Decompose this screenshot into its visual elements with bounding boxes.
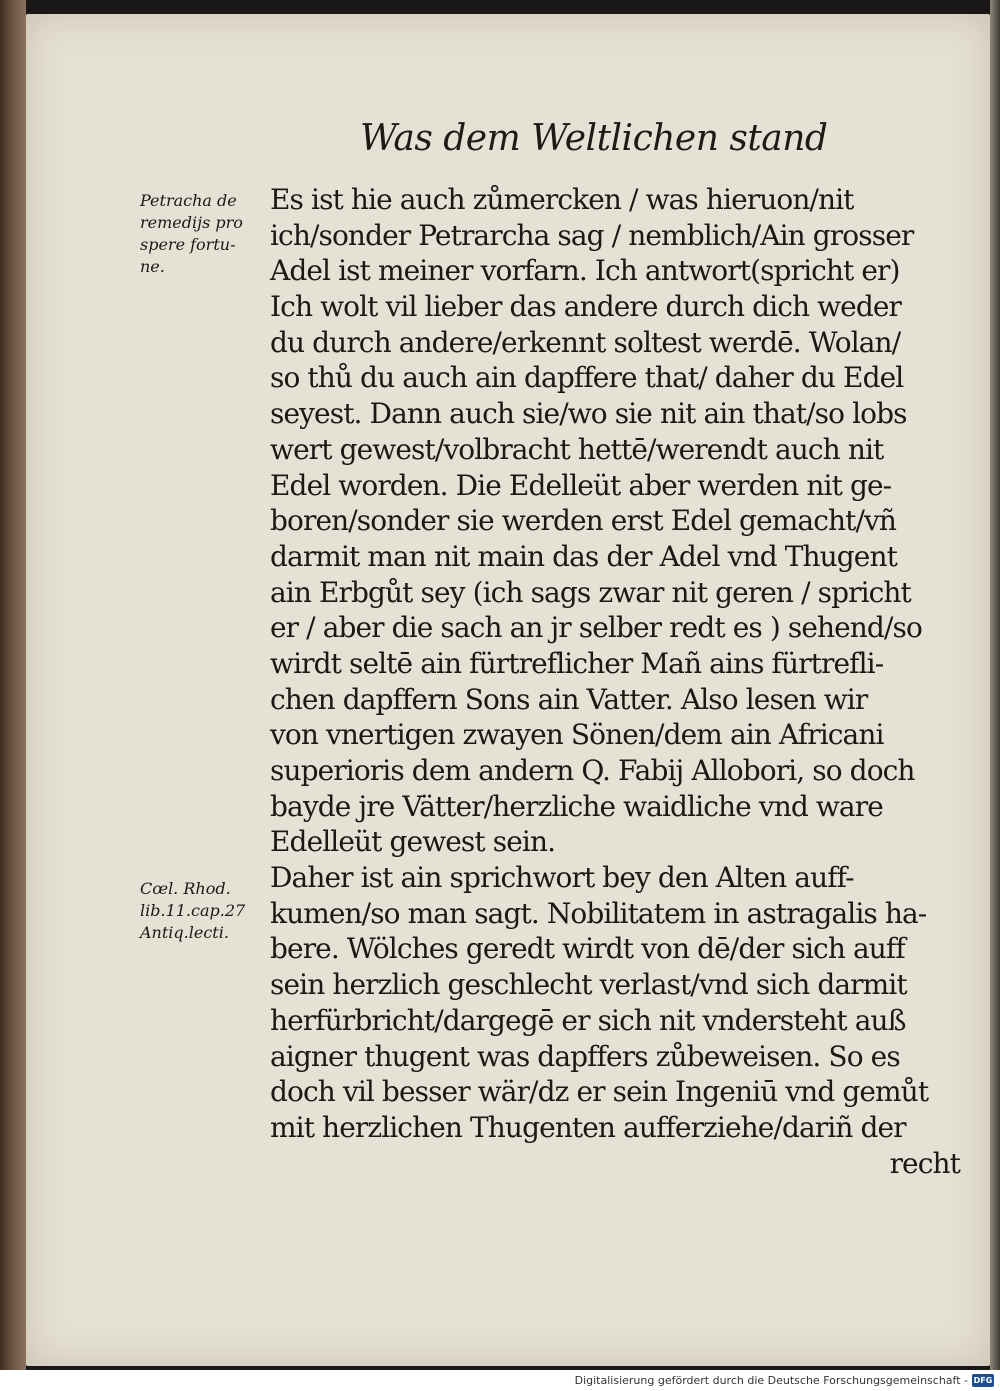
margin-note-line: Petracha de <box>140 191 237 210</box>
text-line: sein herzlich geschlecht verlast/vnd sich darmit <box>270 968 907 1002</box>
text-line: bere. Wölches geredt wirdt von dē/der sich auff <box>270 932 905 966</box>
text-line: herfürbricht/dargegē er sich nit vndersteht auß <box>270 1003 906 1037</box>
text-line: bayde jre Vätter/herzliche waidliche vnd ware <box>270 789 883 823</box>
text-line: du durch andere/erkennt soltest werdē. Wolan/ <box>270 325 901 359</box>
catchword: recht <box>889 1146 960 1180</box>
dfg-logo-icon: DFG <box>973 1376 993 1385</box>
text-line: Daher ist ain sprichwort bey den Alten auff- <box>270 861 854 895</box>
text-line: Edel worden. Die Edelleüt aber werden nit ge- <box>270 468 892 502</box>
text-line: superioris dem andern Q. Fabij Allobori, so doch <box>270 754 915 787</box>
text-line: ain Erbgůt sey (ich sags zwar nit geren / spricht <box>270 575 911 609</box>
body-text <box>270 182 960 1181</box>
margin-note-line: ne. <box>140 257 165 276</box>
text-line: doch vil besser wär/dz er sein Ingeniū vnd gemůt <box>270 1075 929 1109</box>
text-line: er / aber die sach an jr selber redt es ) sehend/so <box>270 611 922 645</box>
text-line: chen dapffern Sons ain Vatter. Also lesen wir <box>270 682 868 716</box>
margin-note-line: remedijs pro <box>140 213 243 232</box>
margin-note-petrarcha <box>140 190 275 278</box>
text-line: so thů du auch ain dapffere that/ daher du Edel <box>270 361 904 395</box>
text-line: seyest. Dann auch sie/wo sie nit ain that/so lobs <box>270 397 907 431</box>
text-line: Ich wolt vil lieber das andere durch dich weder <box>270 290 902 324</box>
page-edge-right <box>990 0 1000 1370</box>
text-line: darmit man nit main das der Adel vnd Thugent <box>270 539 897 573</box>
margin-note-line: Cœl. Rhod. <box>140 879 231 898</box>
margin-note-line: spere fortu- <box>140 235 236 254</box>
book-spine-edge <box>0 0 26 1370</box>
text-line: kumen/so man sagt. Nobilitatem in astragalis ha- <box>270 896 927 930</box>
text-line: Edelleüt gewest sein. <box>270 825 556 859</box>
margin-note-line: lib.11.cap.27 <box>140 901 246 920</box>
text-line: aigner thugent was dapffers zůbeweisen. So es <box>270 1039 900 1073</box>
text-line: ich/sonder Petrarcha sag / nemblich/Ain grosser <box>270 218 914 252</box>
text-line: wert gewest/volbracht hettē/werendt auch nit <box>270 432 884 466</box>
margin-note-rhodiginus <box>140 878 275 944</box>
margin-note-line: Antiq.lecti. <box>140 923 229 942</box>
text-line: von vnertigen zwayen Sönen/dem ain Africani <box>270 718 884 752</box>
running-title: Was dem Weltlichen stand <box>360 118 828 159</box>
text-line: wirdt seltē ain fürtreflicher Mañ ains fürtrefli- <box>270 646 884 680</box>
text-line: Es ist hie auch zůmercken / was hieruon/nit <box>270 183 854 216</box>
text-line: boren/sonder sie werden erst Edel gemacht/vñ <box>270 504 897 538</box>
digitization-credit: Digitalisierung gefördert durch die Deutsche Forschungsgemeinschaft - <box>574 1374 968 1387</box>
text-line: mit herzlichen Thugenten aufferziehe/dariñ der <box>270 1110 906 1144</box>
text-line: Adel ist meiner vorfarn. Ich antwort(spricht er) <box>270 254 900 288</box>
